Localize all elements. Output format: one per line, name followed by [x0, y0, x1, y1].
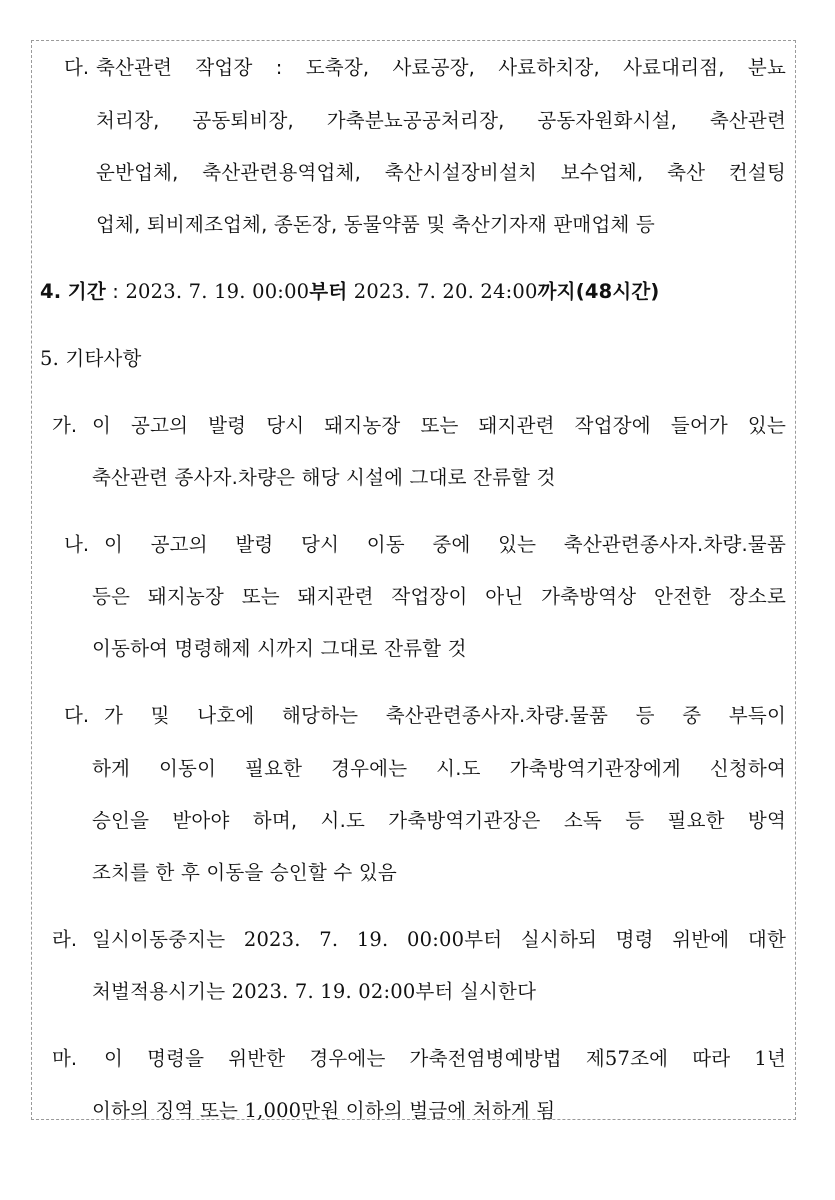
ra-line2-b: 부터 실시한다 — [415, 980, 537, 1003]
ga-line-1: 이 공고의 발령 당시 돼지농장 또는 돼지관련 작업장에 들어가 있는 — [92, 414, 786, 437]
period-end-date: 2023. 7. 20. 24:00 — [353, 280, 538, 303]
item-marker-da-top: 다. — [64, 56, 90, 79]
period-label: 기간 — [67, 280, 106, 303]
ma-line1-b: 조에 따라 — [630, 1047, 755, 1070]
period-number: 4. — [40, 280, 62, 303]
na-line-3: 이동하여 명령해제 시까지 그대로 잔류할 것 — [92, 637, 467, 660]
ma-line1-num2: 1 — [754, 1047, 767, 1070]
item-marker-da: 다. — [64, 704, 90, 727]
da-top-line-3: 운반업체, 축산관련용역업체, 축산시설장비설치 보수업체, 축산 컨설팅 — [96, 161, 786, 184]
da-line-3: 승인을 받아야 하며, 시.도 가축방역기관장은 소독 등 필요한 방역 — [92, 809, 786, 832]
da-line-1: 가 및 나호에 해당하는 축산관련종사자.차량.물품 등 중 부득이 — [104, 704, 786, 727]
document-frame — [31, 40, 796, 1120]
misc-label: 기타사항 — [65, 347, 142, 370]
misc-heading — [40, 345, 142, 373]
ra-line1-date: 2023. 7. 19. 00:00 — [243, 928, 465, 951]
ra-line1-a: 일시이동중지는 — [92, 928, 244, 951]
ra-line-1 — [92, 926, 786, 954]
item-marker-ra: 라. — [52, 928, 78, 951]
ma-line-2 — [92, 1097, 555, 1125]
da-top-line-1: 축산관련 작업장 : 도축장, 사료공장, 사료하치장, 사료대리점, 분뇨 — [96, 56, 786, 79]
da-line-4: 조치를 한 후 이동을 승인할 수 있음 — [92, 861, 397, 884]
ma-line2-b: 만원 이하의 벌금에 처하게 됨 — [301, 1099, 556, 1122]
ra-line2-date: 2023. 7. 19. 02:00 — [231, 980, 416, 1003]
item-marker-ga: 가. — [52, 414, 78, 437]
da-line-2: 하게 이동이 필요한 경우에는 시.도 가축방역기관장에게 신청하여 — [92, 757, 786, 780]
ma-line1-a: 이 명령을 위반한 경우에는 가축전염병예방법 제 — [104, 1047, 605, 1070]
na-line-1: 이 공고의 발령 당시 이동 중에 있는 축산관련종사자.차량.물품 — [104, 533, 786, 556]
ma-line-1 — [104, 1045, 786, 1073]
da-top-line-2: 처리장, 공동퇴비장, 가축분뇨공공처리장, 공동자원화시설, 축산관련 — [96, 109, 786, 132]
period-duration: (48시간) — [575, 280, 660, 303]
ra-line1-b: 부터 실시하되 명령 위반에 대한 — [464, 928, 786, 951]
period-line — [40, 278, 660, 306]
item-marker-na: 나. — [64, 533, 90, 556]
ga-line-2: 축산관련 종사자.차량은 해당 시설에 그대로 잔류할 것 — [92, 466, 556, 489]
item-marker-ma: 마. — [52, 1047, 78, 1070]
da-top-line-4: 업체, 퇴비제조업체, 종돈장, 동물약품 및 축산기자재 판매업체 등 — [96, 213, 655, 236]
ma-line2-a: 이하의 징역 또는 — [92, 1099, 245, 1122]
ma-line1-num: 57 — [604, 1047, 631, 1070]
na-line-2: 등은 돼지농장 또는 돼지관련 작업장이 아닌 가축방역상 안전한 장소로 — [92, 585, 786, 608]
ra-line-2 — [92, 978, 536, 1006]
ra-line2-a: 처벌적용시기는 — [92, 980, 232, 1003]
ma-line2-num: 1,000 — [244, 1099, 302, 1122]
period-from: 부터 — [309, 280, 348, 303]
ma-line1-c: 년 — [766, 1047, 786, 1070]
period-start-date: 2023. 7. 19. 00:00 — [125, 280, 310, 303]
period-until: 까지 — [537, 280, 576, 303]
misc-number: 5. — [40, 347, 60, 370]
period-sep: : — [105, 280, 126, 303]
